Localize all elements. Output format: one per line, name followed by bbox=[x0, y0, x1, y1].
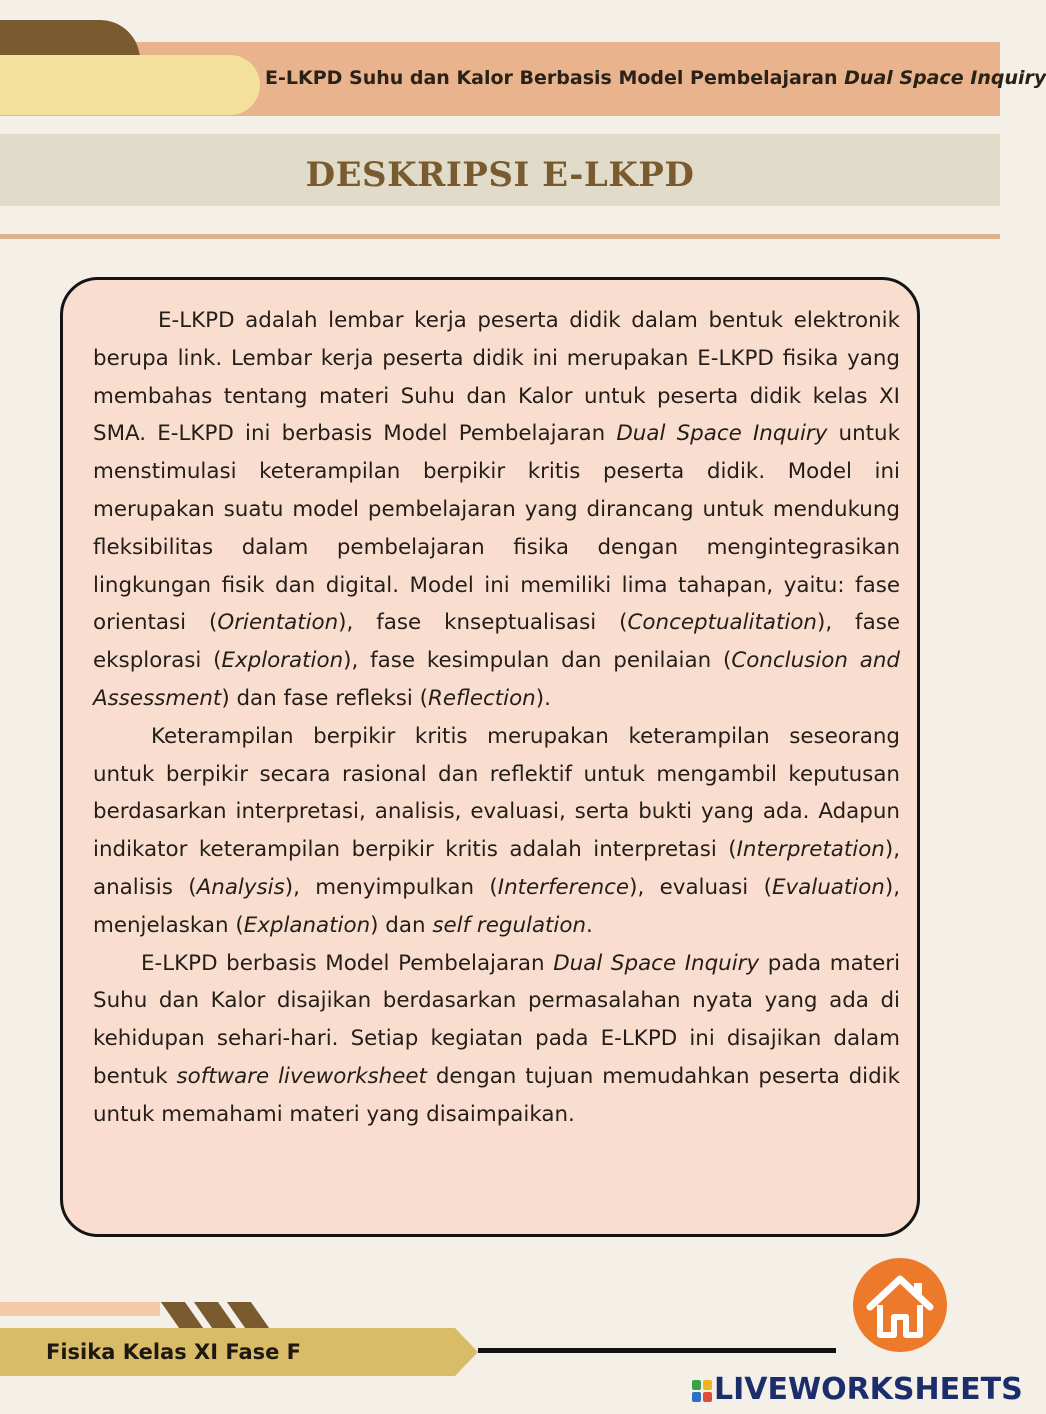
liveworksheets-icon bbox=[692, 1380, 712, 1402]
page-title: DESKRIPSI E-LKPD bbox=[305, 155, 695, 195]
footer-line bbox=[478, 1348, 836, 1353]
footer-label: Fisika Kelas XI Fase F bbox=[46, 1340, 302, 1364]
paragraph-1: E-LKPD adalah lembar kerja peserta didik dalam bentuk elektronik berupa link. Lembar kerja peserta didik ini merupakan E-LKPD fisika yang membahas tentang materi Suhu dan Kalor untuk peserta didik kelas XI SMA. E-LKPD ini berbasis Model Pembelajaran Dual Space Inquiry untuk menstimulasi keterampilan berpikir kritis peserta didik. Model ini merupakan suatu model pembelajaran yang dirancang untuk mendukung fleksibilitas dalam pembelajaran fisika dengan mengintegrasikan lingkungan fisik dan digital. Model ini memiliki lima tahapan, yaitu: fase orientasi (Orientation), fase knseptualisasi (Conceptualitation), fase eksplorasi (Exploration), fase kesimpulan dan penilaian (Conclusion and Assessment) dan fase refleksi (Reflection). bbox=[93, 308, 900, 711]
liveworksheets-wordmark: LIVEWORKSHEETS bbox=[714, 1372, 1023, 1407]
header-yellow-tab bbox=[0, 55, 260, 115]
liveworksheets-logo bbox=[692, 1372, 1023, 1408]
description-text bbox=[93, 302, 900, 1134]
home-button[interactable] bbox=[852, 1257, 948, 1353]
header-title: E-LKPD Suhu dan Kalor Berbasis Model Pembelajaran Dual Space Inquiry bbox=[265, 67, 1046, 89]
paragraph-3: E-LKPD berbasis Model Pembelajaran Dual Space Inquiry pada materi Suhu dan Kalor disajikan berdasarkan permasalahan nyata yang ada di kehidupan sehari-hari. Setiap kegiatan pada E-LKPD ini disajikan dalam bentuk software liveworksheet dengan tujuan memudahkan peserta didik untuk memahami materi yang disaimpaikan. bbox=[93, 950, 901, 1127]
home-icon bbox=[852, 1257, 948, 1353]
footer-peach-bar bbox=[0, 1302, 160, 1316]
title-divider bbox=[0, 234, 1000, 239]
paragraph-2: Keterampilan berpikir kritis merupakan keterampilan seseorang untuk berpikir secara rasional dan reflektif untuk mengambil keputusan berdasarkan interpretasi, analisis, evaluasi, serta bukti yang ada. Adapun indikator keterampilan berpikir kritis adalah interpretasi (Interpretation), analisis (Analysis), menyimpulkan (Interference), evaluasi (Evaluation), menjelaskan (Explanation) dan self regulation. bbox=[93, 723, 901, 938]
header-title-italic: Dual Space Inquiry bbox=[844, 67, 1046, 89]
